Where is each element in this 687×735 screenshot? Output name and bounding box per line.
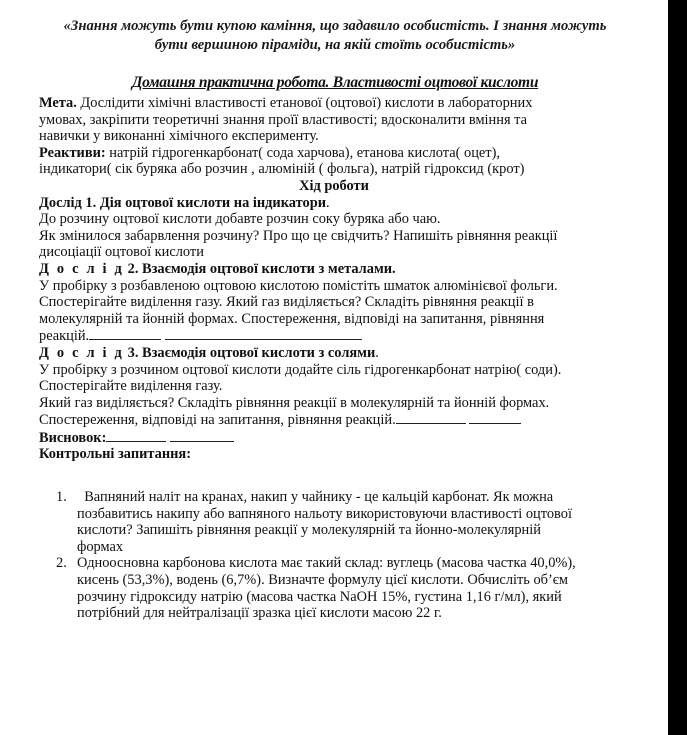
control-question-2-line-4: потрібний для нейтралізації зразка цієї кислоти масою 22 г. — [77, 605, 442, 622]
reagents-line-1 — [39, 145, 659, 162]
experiment-3-heading-word: Д о с л і д — [39, 344, 125, 361]
reagents-section — [39, 145, 659, 178]
experiment-2-answer-blank-1 — [89, 327, 161, 340]
control-questions-list — [56, 489, 656, 622]
epigraph-quote — [20, 17, 650, 55]
control-question-2-line-2: кисень (53,3%), водень (6,7%). Визначте формулу цієї кислоти. Обчисліть об’єм — [77, 571, 569, 588]
control-question-item — [56, 489, 656, 555]
control-question-1-line-2: позбавитись накипу або вапняного нальоту використовуючи властивості оцтової — [77, 505, 572, 522]
experiment-2-line-2: Спостерігайте виділення газу. Який газ виділяється? Складіть рівняння реакції в — [39, 294, 534, 311]
reagents-text-1: натрій гідрогенкарбонат( сода харчова), етанова кислота( оцет), — [105, 144, 500, 161]
reagents-label: Реактиви: — [39, 144, 106, 161]
goal-line-2: умовах, закріпити теоретичні знання проїї властивості; вдосконалити вміння та — [39, 111, 528, 128]
epigraph-line-1: «Знання можуть бути купою каміння, що задавило особистість. І знання можуть — [63, 18, 607, 34]
experiment-3-section — [39, 345, 659, 429]
reagents-line-2: індикатори( сік буряка або розчин , алюміній ( фольга), натрій гідроксид (крот) — [39, 161, 525, 178]
experiment-1-line-3: дисоціації оцтової кислоти — [39, 244, 204, 261]
experiment-3-line-4 — [39, 411, 659, 429]
control-question-1-line-1: Вапняний наліт на кранах, накип у чайнику - це кальцій карбонат. Як можна — [77, 489, 554, 505]
experiment-1-heading-tail: . — [326, 194, 330, 211]
experiment-2-line-4 — [39, 327, 659, 345]
experiment-1-section — [39, 195, 659, 261]
conclusion-blank-2 — [170, 429, 234, 442]
conclusion-line — [39, 429, 659, 447]
control-question-2-line-3: розчину гідроксиду натрію (масова частка NaOH 15%, густина 1,16 г/мл), який — [77, 588, 562, 605]
experiment-3-line-2: Спостерігайте виділення газу. — [39, 378, 223, 395]
control-question-1-line-4: формах — [77, 538, 124, 555]
control-question-item — [56, 555, 656, 621]
experiment-3-answer-blank-1 — [396, 411, 466, 424]
control-question-number: 2. — [56, 555, 67, 572]
experiment-1-line-1: До розчину оцтової кислоти добавте розчин соку буряка або чаю. — [39, 211, 441, 228]
experiment-3-line-3: Який газ виділяється? Складіть рівняння реакції в молекулярній та йонній формах. — [39, 394, 550, 411]
conclusion-blank-1 — [106, 429, 166, 442]
control-question-number: 1. — [56, 489, 67, 505]
experiment-2-heading-line — [39, 261, 659, 278]
experiment-2-line-4-text: реакцій. — [39, 328, 90, 345]
experiment-1-heading: Дослід 1. Дія оцтової кислоти на індикатори — [39, 194, 326, 211]
experiment-3-answer-blank-2 — [469, 411, 521, 424]
experiment-3-heading: 3. Взаємодія оцтової кислоти з солями — [124, 344, 376, 361]
experiment-2-heading-word: Д о с л і д — [39, 260, 125, 277]
experiment-2-answer-blank-2 — [165, 327, 362, 340]
page-title: Домашня практична робота. Властивості оцтової кислоти — [131, 74, 539, 91]
control-question-text — [77, 555, 656, 621]
goal-line-3: навички у виконанні хімічного експерименту. — [39, 128, 319, 145]
experiment-2-line-3: молекулярній та йонній формах. Спостереження, відповіді на запитання, рівняння — [39, 310, 545, 327]
experiment-2-section — [39, 261, 659, 345]
experiment-1-line-2: Як змінилося забарвлення розчину? Про що це свідчить? Напишіть рівняння реакції — [39, 227, 558, 244]
experiment-3-heading-tail: . — [375, 344, 379, 361]
control-question-text — [77, 489, 656, 555]
control-questions-heading: Контрольні запитання: — [39, 446, 192, 463]
worksheet-body — [39, 95, 659, 463]
experiment-3-heading-line — [39, 345, 659, 362]
goal-text-1: Дослідити хімічні властивості етанової (оцтової) кислоти в лабораторних — [76, 95, 533, 111]
goal-section — [39, 95, 659, 145]
conclusion-label: Висновок: — [39, 429, 107, 446]
scan-edge-border — [668, 0, 687, 735]
procedure-heading: Хід роботи — [299, 177, 369, 194]
experiment-1-heading-line — [39, 195, 659, 212]
epigraph-line-2: бути вершиною піраміди, на якій стоїть особистість» — [154, 37, 516, 53]
goal-label: Мета. — [39, 95, 77, 111]
control-question-1-line-3: кислоти? Запишіть рівняння реакції у молекулярній та йонно-молекулярній — [77, 522, 541, 539]
experiment-2-heading: 2. Взаємодія оцтової кислоти з металами. — [124, 260, 396, 277]
control-question-2-line-1: Одноосновна карбонова кислота має такий склад: вуглець (масова частка 40,0%), — [77, 555, 576, 572]
goal-line-1 — [39, 95, 659, 112]
experiment-3-line-4-text: Спостереження, відповіді на запитання, рівняння реакцій. — [39, 412, 396, 429]
experiment-3-line-1: У пробірку з розчином оцтової кислоти додайте сіль гідрогенкарбонат натрію( соди). — [39, 361, 562, 378]
experiment-2-line-1: У пробірку з розбавленою оцтовою кислотою помістіть шматок алюмінієвої фольги. — [39, 277, 558, 294]
